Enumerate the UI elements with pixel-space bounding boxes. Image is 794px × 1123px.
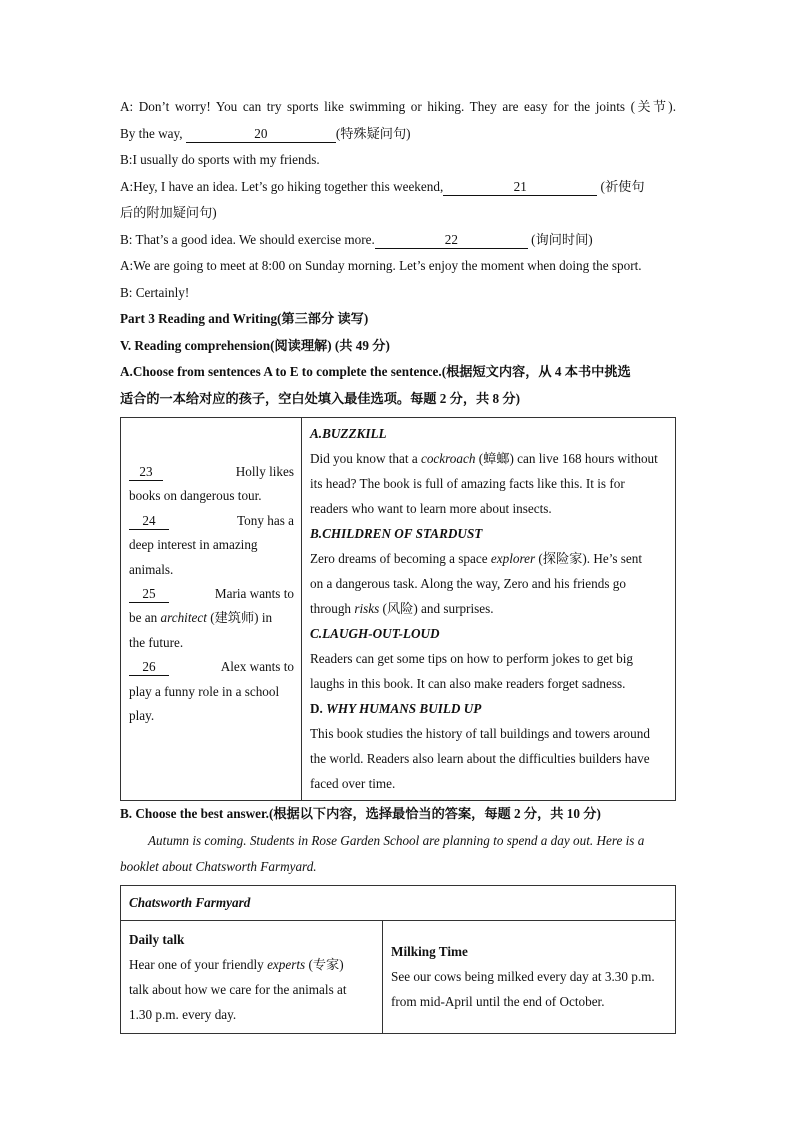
book-c-title: C.LAUGH-OUT-LOUD xyxy=(310,626,440,641)
question-text: books on dangerous tour. xyxy=(129,488,262,504)
question-text: Tony has a xyxy=(237,512,294,528)
question-text: Maria wants to xyxy=(214,586,294,602)
text: Zero dreams of becoming a space xyxy=(310,551,491,566)
books-column xyxy=(302,418,676,801)
book-d-text: faced over time. xyxy=(310,776,396,791)
daily-talk-text xyxy=(129,952,374,977)
book-a-text: readers who want to learn more about insects. xyxy=(310,501,552,516)
text: explorer xyxy=(490,551,536,566)
text: cockroach xyxy=(420,451,476,466)
book-b-title: B.CHILDREN OF STARDUST xyxy=(310,526,483,541)
section-heading: V. Reading comprehension(阅读理解) (共 49 分) xyxy=(120,337,390,353)
question-text xyxy=(129,606,294,630)
dialogue-hint: (询问时间) xyxy=(527,231,593,247)
question-text: Holly likes xyxy=(235,464,294,479)
text: experts xyxy=(267,956,306,972)
milking-time-title: Milking Time xyxy=(391,944,468,959)
dialogue-line-3: B:I usually do sports with my friends. xyxy=(120,152,320,167)
book-c-text: Readers can get some tips on how to perform jokes to get big xyxy=(310,651,634,666)
dialogue-text: A:Hey, I have an idea. Let’s go hiking together this weekend, xyxy=(120,178,444,194)
milking-time-text: See our cows being milked every day at 3.30 p.m. xyxy=(391,969,655,984)
book-b-text xyxy=(310,546,667,571)
question-25 xyxy=(129,582,294,606)
dialogue-text: By the way, xyxy=(120,125,186,141)
dialogue-line-2 xyxy=(120,121,676,148)
answer-blank-24[interactable]: 24 xyxy=(129,513,169,530)
book-a-text xyxy=(310,446,667,471)
answer-blank-26[interactable]: 26 xyxy=(129,659,169,676)
text: (专家) xyxy=(305,956,344,972)
book-c-text: laughs in this book. It can also make readers forget sadness. xyxy=(310,676,626,691)
section-a-heading-2: 适合的一本给对应的孩子，空白处填入最佳选项。每题 2 分，共 8 分) xyxy=(120,390,521,406)
section-b-intro-1: Autumn is coming. Students in Rose Garden School are planning to spend a day out. Here is a xyxy=(148,832,645,848)
question-24 xyxy=(129,509,294,533)
text: Did you know that a xyxy=(310,451,421,466)
question-text: deep interest in amazing xyxy=(129,537,258,553)
text: be an xyxy=(129,610,161,626)
dialogue-text: B: That’s a good idea. We should exercise more. xyxy=(120,231,375,247)
dialogue-line-4 xyxy=(120,174,676,201)
dialogue-line-1: A: Don’t worry! You can try sports like swimming or hiking. They are easy for the joints (关节). xyxy=(120,99,676,114)
daily-talk-text: 1.30 p.m. every day. xyxy=(129,1006,237,1022)
text: through xyxy=(310,601,355,616)
text: (风险) and surprises. xyxy=(379,601,494,616)
book-d-title xyxy=(310,696,667,721)
text: Hear one of your friendly xyxy=(129,956,268,972)
worksheet-page xyxy=(120,94,676,1034)
answer-blank-22[interactable]: 22 xyxy=(375,232,528,249)
text: architect xyxy=(160,610,207,626)
part-heading: Part 3 Reading and Writing(第三部分 读写) xyxy=(120,311,369,326)
text: WHY HUMANS BUILD UP xyxy=(326,701,482,716)
book-a-text: its head? The book is full of amazing facts like this. It is for xyxy=(310,476,625,491)
dialogue-line-8: B: Certainly! xyxy=(120,284,190,300)
booklet-title-cell xyxy=(121,885,676,920)
answer-blank-25[interactable]: 25 xyxy=(129,586,169,603)
dialogue-line-7: A:We are going to meet at 8:00 on Sunday morning. Let’s enjoy the moment when doing the sport. xyxy=(120,258,642,273)
book-b-text xyxy=(310,596,667,621)
farmyard-booklet-table xyxy=(120,885,676,1034)
answer-blank-21[interactable]: 21 xyxy=(443,179,597,196)
milking-time-cell xyxy=(383,920,676,1033)
dialogue-line-6 xyxy=(120,227,676,254)
text: risks xyxy=(354,601,380,616)
booklet-title: Chatsworth Farmyard xyxy=(129,894,251,910)
text: (蟑螂) can live 168 hours without xyxy=(475,451,658,466)
question-text: animals. xyxy=(129,561,174,577)
dialogue-hint: (特殊疑问句) xyxy=(335,125,411,141)
answer-blank-23[interactable]: 23 xyxy=(129,464,163,481)
answer-blank-20[interactable]: 20 xyxy=(186,126,336,143)
section-a-heading-1: A.Choose from sentences A to E to complete the sentence.(根据短文内容，从 4 本书中挑选 xyxy=(120,364,631,379)
book-b-text: on a dangerous task. Along the way, Zero and his friends go xyxy=(310,576,626,591)
matching-table xyxy=(120,417,676,801)
section-b-intro-2: booklet about Chatsworth Farmyard. xyxy=(120,859,317,874)
dialogue-hint: (祈使句 xyxy=(597,178,645,194)
text: D. xyxy=(310,701,327,716)
question-23 xyxy=(129,460,294,484)
book-d-text: the world. Readers also learn about the difficulties builders have xyxy=(310,751,650,766)
section-b-heading: B. Choose the best answer.(根据以下内容，选择最恰当的答案，每题 2 分，共 10 分) xyxy=(120,806,601,821)
children-column xyxy=(121,418,302,801)
daily-talk-text: talk about how we care for the animals at xyxy=(129,981,347,997)
daily-talk-title: Daily talk xyxy=(129,931,185,947)
question-26 xyxy=(129,655,294,679)
text: (建筑师) in xyxy=(206,610,273,626)
book-a-title: A.BUZZKILL xyxy=(310,426,387,441)
milking-time-text: from mid-April until the end of October. xyxy=(391,994,605,1009)
dialogue-line-5: 后的附加疑问句) xyxy=(120,205,217,220)
text: (探险家). He’s sent xyxy=(535,551,643,566)
question-text: the future. xyxy=(129,634,184,650)
daily-talk-cell xyxy=(121,920,383,1033)
question-text: play a funny role in a school xyxy=(129,683,280,699)
question-text: Alex wants to xyxy=(220,659,294,675)
book-d-text: This book studies the history of tall buildings and towers around xyxy=(310,726,650,741)
question-text: play. xyxy=(129,708,155,724)
